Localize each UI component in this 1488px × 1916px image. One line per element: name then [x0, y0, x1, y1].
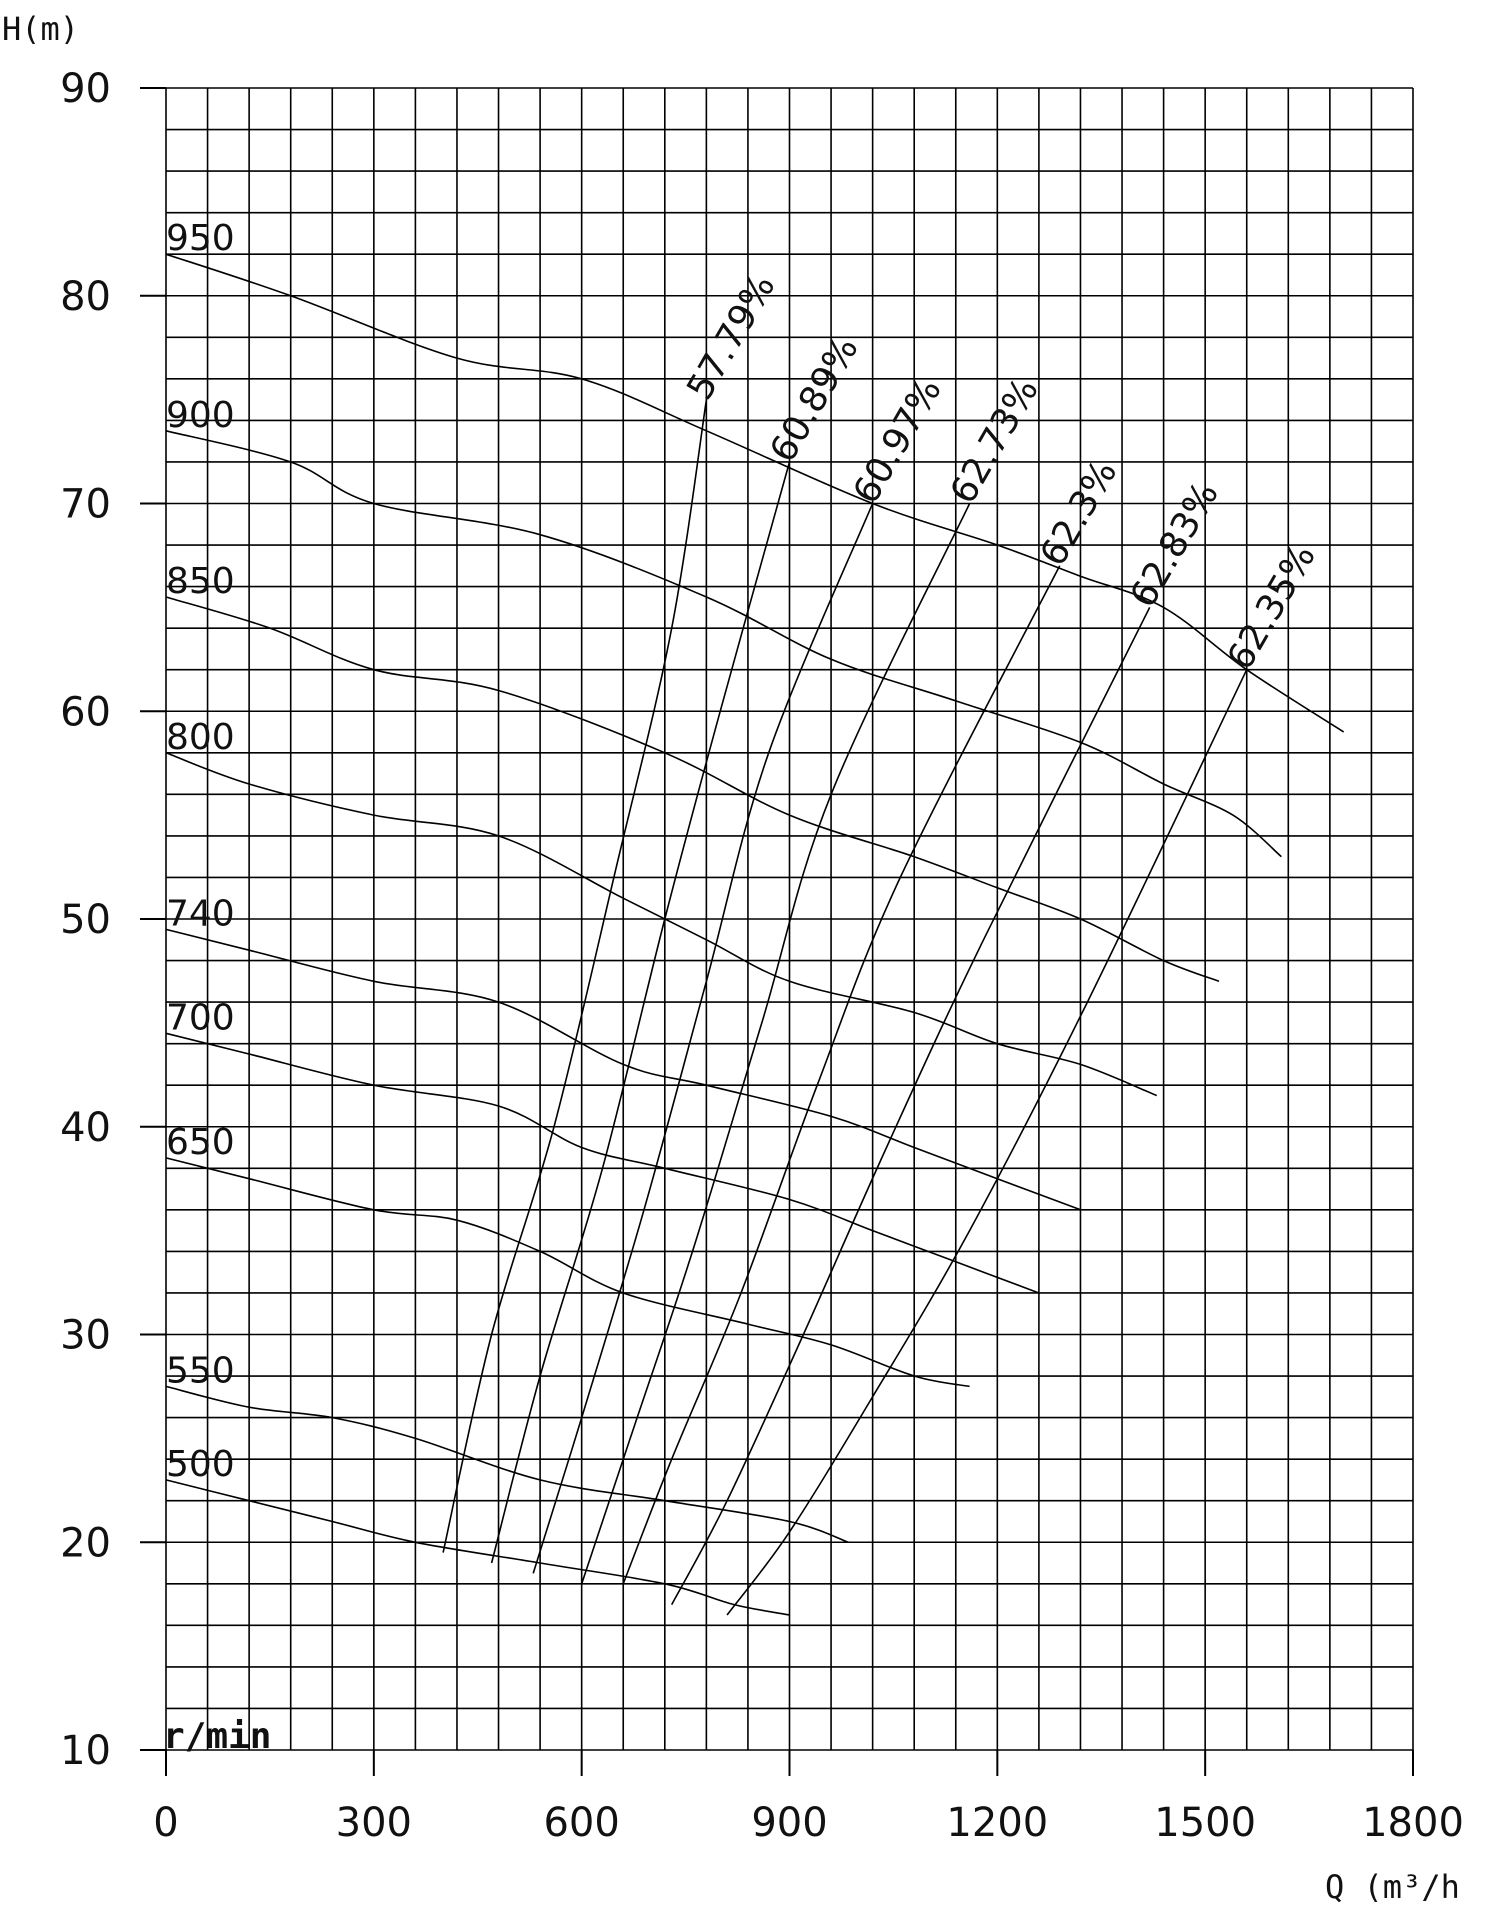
labels: [166, 218, 1324, 1485]
x-tick-label: 900: [751, 1800, 828, 1846]
efficiency-curves: [443, 400, 1247, 1615]
speed-label-800: 800: [166, 716, 235, 758]
y-tick-label: 20: [60, 1520, 111, 1567]
speed-label-650: 650: [166, 1121, 235, 1163]
efficiency-curve-60.97%: [533, 504, 872, 1574]
efficiency-label-62.73%: 62.73%: [942, 371, 1047, 511]
y-tick-label: 10: [60, 1728, 111, 1774]
speed-curve-550: [166, 1386, 848, 1542]
x-axis-title: Q (m³/h: [1325, 1868, 1460, 1906]
speed-curve-850: [166, 597, 1219, 981]
y-tick-label: 40: [60, 1104, 111, 1151]
efficiency-label-60.89%: 60.89%: [762, 329, 867, 470]
speed-label-900: 900: [166, 394, 235, 436]
efficiency-label-57.79%: 57.79%: [679, 267, 784, 407]
speed-label-740: 740: [166, 893, 235, 935]
y-tick-label: 30: [60, 1312, 111, 1359]
y-tick-label: 50: [60, 897, 111, 943]
x-tick-label: 1200: [946, 1800, 1049, 1846]
y-tick-label: 90: [60, 66, 111, 112]
grid: [166, 88, 1413, 1750]
y-tick-label: 70: [60, 481, 111, 528]
speed-label-700: 700: [166, 997, 235, 1039]
efficiency-label-60.97%: 60.97%: [845, 371, 950, 511]
x-tick-label: 1800: [1362, 1800, 1464, 1846]
efficiency-label-62.83%: 62.83%: [1122, 475, 1227, 615]
efficiency-curve-62.83%: [672, 607, 1150, 1604]
efficiency-curve-60.89%: [492, 462, 790, 1563]
y-tick-label: 80: [60, 273, 111, 320]
speed-label-850: 850: [166, 560, 235, 602]
efficiency-curve-62.3%: [623, 566, 1059, 1584]
y-axis-title: H(m): [2, 10, 80, 48]
speed-label-550: 550: [166, 1350, 235, 1392]
speed-unit-label: r/min: [163, 1716, 272, 1757]
speed-curves: [166, 254, 1344, 1615]
efficiency-curve-57.79%: [443, 400, 706, 1553]
x-tick-label: 300: [335, 1800, 413, 1846]
speed-curve-650: [166, 1158, 970, 1387]
speed-curve-700: [166, 1033, 1039, 1293]
x-tick-label: 0: [153, 1800, 179, 1846]
x-tick-label: 600: [543, 1800, 620, 1846]
y-tick-label: 60: [60, 689, 111, 736]
efficiency-curve-62.35%: [727, 670, 1247, 1615]
speed-curve-900: [166, 431, 1281, 857]
speed-label-950: 950: [166, 218, 235, 260]
efficiency-label-62.35%: 62.35%: [1219, 537, 1324, 677]
efficiency-label-62.3%: 62.3%: [1032, 453, 1126, 574]
speed-label-500: 500: [166, 1443, 235, 1485]
x-tick-label: 1500: [1154, 1800, 1257, 1846]
